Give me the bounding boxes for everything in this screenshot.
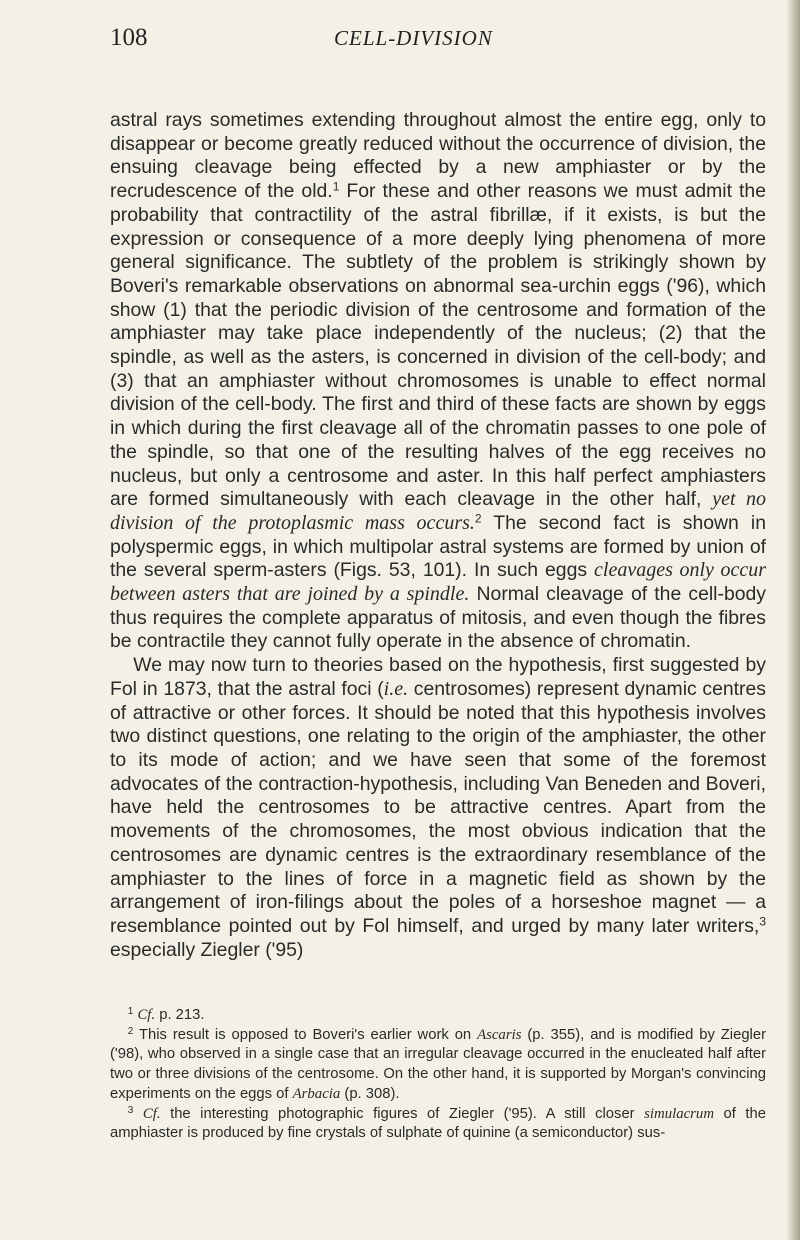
footnote-3: $^3$ Cf. the interesting photographic figures of Ziegler ('95). A still closer simulacrum of the amphiaster is produced by fine crystals of sulphate of quinine (a semiconductor) sus- — [110, 1104, 766, 1142]
paragraph-1: astral rays sometimes extending throughout almost the entire egg, only to disappear or become greatly reduced without the occurrence of division, the ensuing cleavage being effected by a new amphiaster or by the recrudescence of the old.$^1$ For these and other reasons we must admit the probability that contractility of the astral fibrillæ, if it exists, is but the expression or consequence of a more deeply lying phenomena of more general significance. The subtlety of the problem is strikingly shown by Boveri's remarkable observations on abnormal sea-urchin eggs ('96), which show (1) that the periodic division of the centrosome and formation of the amphiaster may take place independently of the nucleus; (2) that the spindle, as well as the asters, is concerned in division of the cell-body; and (3) that an amphiaster without chromosomes is unable to effect normal division of the cell-body. The first and third of these facts are shown by eggs in which during the first cleavage all of the chromatin passes to one pole of the spindle, so that one of the resulting halves of the egg receives no nucleus, but only a centrosome and aster. In this half perfect amphiasters are formed simultaneously with each cleavage in the other half, yet no division of the protoplasmic mass occurs.$^2$ The second fact is shown in polyspermic eggs, in which multipolar astral systems are formed by union of the several sperm-asters (Figs. 53, 101). In such eggs cleavages only occur between asters that are joined by a spindle. Normal cleavage of the cell-body thus requires the complete apparatus of mitosis, and even though the fibres be contractile they cannot fully operate in the absence of chromatin. — [110, 109, 766, 653]
footnotes — [110, 1006, 766, 1144]
page-edge-shadow — [786, 0, 800, 1240]
page-number: 108 — [110, 24, 148, 51]
body-text — [110, 109, 766, 962]
footnote-ref-3[interactable]: 3 — [759, 914, 766, 929]
page-header — [110, 24, 760, 64]
running-head: CELL-DIVISION — [334, 26, 493, 50]
footnote-ref-2[interactable]: 2 — [474, 511, 482, 526]
footnote-1: $^1$ Cf. p. 213. — [127, 1006, 205, 1023]
footnote-2: $^2$ This result is opposed to Boveri's earlier work on Ascaris (p. 355), and is modified by Ziegler ('98), who observed in a single case that an irregular cleavage occurred in the enucleated half after two or three divisions of the centrosome. On the other hand, it is supported by Morgan's convincing experiments on the eggs of Arbacia (p. 308). — [110, 1025, 766, 1102]
paragraph-2: We may now turn to theories based on the hypothesis, first suggested by Fol in 1873, that the astral foci (i.e. centrosomes) represent dynamic centres of attractive or other forces. It should be noted that this hypothesis involves two distinct questions, one relating to the origin of the amphiaster, the other to its mode of action; and we have seen that some of the foremost advocates of the contraction-hypothesis, including Van Beneden and Boveri, have held the centrosomes to be attractive centres. Apart from the movements of the chromosomes, the most obvious indication that the centrosomes are dynamic centres is the extraordinary resemblance of the amphiaster to the lines of force in a magnetic field as shown by the arrangement of iron-filings about the poles of a horseshoe magnet — a resemblance pointed out by Fol himself, and urged by many later writers,$^3$ especially Ziegler ('95) — [110, 654, 766, 961]
footnote-ref-1[interactable]: 1 — [332, 179, 340, 194]
